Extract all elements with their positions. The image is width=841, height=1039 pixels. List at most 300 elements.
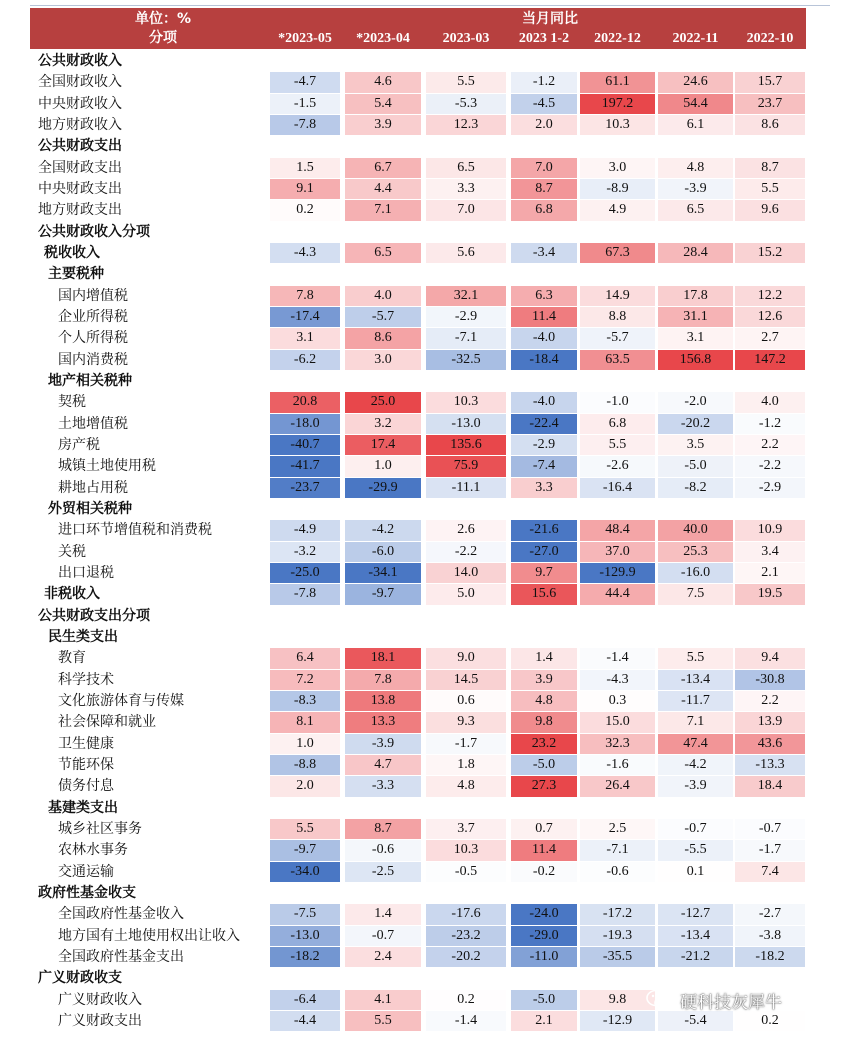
value-cell: -11.0 bbox=[511, 947, 577, 967]
value-cell: 3.3 bbox=[511, 478, 577, 498]
value-cell: 32.1 bbox=[426, 286, 506, 306]
value-cell: -21.2 bbox=[658, 947, 733, 967]
row-label: 基建类支出 bbox=[48, 799, 118, 816]
value-cell: -1.0 bbox=[580, 392, 655, 412]
value-cell: -29.0 bbox=[511, 926, 577, 946]
value-cell: -2.0 bbox=[658, 392, 733, 412]
value-cell: 31.1 bbox=[658, 307, 733, 327]
value-cell: 17.8 bbox=[658, 286, 733, 306]
row-label: 进口环节增值税和消费税 bbox=[58, 522, 212, 539]
table-row bbox=[0, 242, 841, 263]
value-cell: 197.2 bbox=[580, 94, 655, 114]
value-cell: -3.4 bbox=[511, 243, 577, 263]
table-row bbox=[0, 605, 841, 626]
value-cell: 48.4 bbox=[580, 520, 655, 540]
value-cell: 7.8 bbox=[270, 286, 340, 306]
value-cell: -0.7 bbox=[735, 819, 805, 839]
value-cell: 7.8 bbox=[345, 670, 421, 690]
value-cell: 9.6 bbox=[735, 200, 805, 220]
value-cell: 28.4 bbox=[658, 243, 733, 263]
watermark-text: 硬科技灰犀牛 bbox=[680, 993, 782, 1013]
value-cell: 27.3 bbox=[511, 776, 577, 796]
value-cell: -5.0 bbox=[511, 755, 577, 775]
value-cell: 7.4 bbox=[735, 862, 805, 882]
value-cell: 15.0 bbox=[580, 712, 655, 732]
row-label: 科学技术 bbox=[58, 671, 114, 688]
value-cell: -2.2 bbox=[735, 456, 805, 476]
value-cell: 5.6 bbox=[426, 243, 506, 263]
column-header: 2023 1-2 bbox=[518, 31, 570, 46]
table-row bbox=[0, 370, 841, 391]
table-row bbox=[0, 263, 841, 284]
row-label: 出口退税 bbox=[58, 564, 114, 581]
value-cell: -12.7 bbox=[658, 904, 733, 924]
value-cell: 26.4 bbox=[580, 776, 655, 796]
row-label: 非税收入 bbox=[44, 586, 100, 603]
row-label: 广义财政收入 bbox=[58, 991, 142, 1008]
row-label: 城镇土地使用税 bbox=[58, 458, 156, 475]
value-cell: -11.7 bbox=[658, 691, 733, 711]
table-row bbox=[0, 93, 841, 114]
value-cell: 23.2 bbox=[511, 734, 577, 754]
value-cell: 3.0 bbox=[345, 350, 421, 370]
value-cell: -3.2 bbox=[270, 542, 340, 562]
value-cell: 9.3 bbox=[426, 712, 506, 732]
table-row bbox=[0, 669, 841, 690]
value-cell: -1.4 bbox=[426, 1011, 506, 1031]
value-cell: -34.1 bbox=[345, 563, 421, 583]
table-row bbox=[0, 583, 841, 604]
table-header bbox=[30, 8, 806, 49]
value-cell: 5.5 bbox=[658, 648, 733, 668]
table-row bbox=[0, 391, 841, 412]
table-row bbox=[0, 775, 841, 796]
table-row bbox=[0, 562, 841, 583]
value-cell: -29.9 bbox=[345, 478, 421, 498]
top-divider bbox=[30, 5, 830, 6]
value-cell: -2.9 bbox=[735, 478, 805, 498]
value-cell: 67.3 bbox=[580, 243, 655, 263]
value-cell: -0.6 bbox=[580, 862, 655, 882]
table-row bbox=[0, 818, 841, 839]
value-cell: -21.6 bbox=[511, 520, 577, 540]
row-label: 政府性基金收支 bbox=[38, 884, 136, 901]
value-cell: 54.4 bbox=[658, 94, 733, 114]
row-label: 地方财政收入 bbox=[38, 116, 122, 133]
row-label: 关税 bbox=[58, 543, 86, 560]
value-cell: 6.5 bbox=[426, 158, 506, 178]
value-cell: 5.0 bbox=[426, 584, 506, 604]
table-row bbox=[0, 199, 841, 220]
value-cell: -4.3 bbox=[580, 670, 655, 690]
row-label: 地产相关税种 bbox=[48, 372, 132, 389]
value-cell: 10.9 bbox=[735, 520, 805, 540]
value-cell: 11.4 bbox=[511, 307, 577, 327]
value-cell: 8.1 bbox=[270, 712, 340, 732]
value-cell: 0.6 bbox=[426, 691, 506, 711]
column-header: 2022-12 bbox=[594, 31, 641, 46]
value-cell: 14.0 bbox=[426, 563, 506, 583]
unit-label: 单位：% bbox=[134, 11, 192, 27]
value-cell: -5.7 bbox=[580, 328, 655, 348]
table-row bbox=[0, 626, 841, 647]
value-cell: 2.4 bbox=[345, 947, 421, 967]
value-cell: 15.6 bbox=[511, 584, 577, 604]
value-cell: 4.9 bbox=[580, 200, 655, 220]
value-cell: 2.7 bbox=[735, 328, 805, 348]
value-cell: 4.0 bbox=[345, 286, 421, 306]
value-cell: -3.9 bbox=[658, 179, 733, 199]
value-cell: 9.1 bbox=[270, 179, 340, 199]
value-cell: 3.3 bbox=[426, 179, 506, 199]
value-cell: 1.5 bbox=[270, 158, 340, 178]
value-cell: -8.3 bbox=[270, 691, 340, 711]
row-label: 税收收入 bbox=[44, 244, 100, 261]
value-cell: 6.5 bbox=[345, 243, 421, 263]
value-cell: -8.2 bbox=[658, 478, 733, 498]
value-cell: -4.0 bbox=[511, 392, 577, 412]
value-cell: 4.6 bbox=[345, 72, 421, 92]
value-cell: -23.2 bbox=[426, 926, 506, 946]
value-cell: -5.3 bbox=[426, 94, 506, 114]
value-cell: -13.4 bbox=[658, 926, 733, 946]
value-cell: -4.0 bbox=[511, 328, 577, 348]
table-row bbox=[0, 797, 841, 818]
table-row bbox=[0, 839, 841, 860]
value-cell: -2.7 bbox=[735, 904, 805, 924]
value-cell: 75.9 bbox=[426, 456, 506, 476]
value-cell: -0.7 bbox=[345, 926, 421, 946]
value-cell: 2.0 bbox=[511, 115, 577, 135]
value-cell: -7.4 bbox=[511, 456, 577, 476]
value-cell: 37.0 bbox=[580, 542, 655, 562]
value-cell: -11.1 bbox=[426, 478, 506, 498]
value-cell: -2.6 bbox=[580, 456, 655, 476]
value-cell: 9.7 bbox=[511, 563, 577, 583]
value-cell: -24.0 bbox=[511, 904, 577, 924]
value-cell: -17.6 bbox=[426, 904, 506, 924]
value-cell: 9.8 bbox=[511, 712, 577, 732]
table-row bbox=[0, 711, 841, 732]
value-cell: -16.0 bbox=[658, 563, 733, 583]
value-cell: 5.5 bbox=[580, 435, 655, 455]
value-cell: 0.2 bbox=[426, 990, 506, 1010]
value-cell: 7.2 bbox=[270, 670, 340, 690]
watermark bbox=[646, 986, 836, 1016]
value-cell: -4.3 bbox=[270, 243, 340, 263]
value-cell: 4.1 bbox=[345, 990, 421, 1010]
value-cell: -3.9 bbox=[658, 776, 733, 796]
table-row bbox=[0, 71, 841, 92]
value-cell: -3.3 bbox=[345, 776, 421, 796]
value-cell: -5.4 bbox=[658, 1011, 733, 1031]
row-label: 债务付息 bbox=[58, 778, 114, 795]
value-cell: 19.5 bbox=[735, 584, 805, 604]
value-cell: 3.9 bbox=[345, 115, 421, 135]
table-row bbox=[0, 434, 841, 455]
value-cell: -22.4 bbox=[511, 414, 577, 434]
row-label: 节能环保 bbox=[58, 756, 114, 773]
row-label: 地方国有土地使用权出让收入 bbox=[58, 927, 240, 944]
row-label: 企业所得税 bbox=[58, 308, 128, 325]
table-row bbox=[0, 925, 841, 946]
value-cell: -18.2 bbox=[270, 947, 340, 967]
value-cell: -17.4 bbox=[270, 307, 340, 327]
column-header: 2022-10 bbox=[746, 31, 794, 46]
value-cell: -3.9 bbox=[345, 734, 421, 754]
value-cell: -0.2 bbox=[511, 862, 577, 882]
row-label: 主要税种 bbox=[48, 266, 104, 283]
value-cell: 0.2 bbox=[735, 1011, 805, 1031]
value-cell: 11.4 bbox=[511, 840, 577, 860]
value-cell: 8.6 bbox=[345, 328, 421, 348]
value-cell: 15.7 bbox=[735, 72, 805, 92]
value-cell: 18.1 bbox=[345, 648, 421, 668]
value-cell: -7.5 bbox=[270, 904, 340, 924]
row-label: 地方财政支出 bbox=[38, 202, 122, 219]
row-label: 广义财政支出 bbox=[58, 1012, 142, 1029]
value-cell: -20.2 bbox=[658, 414, 733, 434]
value-cell: -6.2 bbox=[270, 350, 340, 370]
value-cell: -2.9 bbox=[426, 307, 506, 327]
value-cell: 3.1 bbox=[270, 328, 340, 348]
value-cell: 0.7 bbox=[511, 819, 577, 839]
value-cell: -0.7 bbox=[658, 819, 733, 839]
value-cell: -23.7 bbox=[270, 478, 340, 498]
value-cell: 20.8 bbox=[270, 392, 340, 412]
row-label: 民生类支出 bbox=[48, 628, 118, 645]
value-cell: -8.8 bbox=[270, 755, 340, 775]
value-cell: 1.0 bbox=[345, 456, 421, 476]
value-cell: -129.9 bbox=[580, 563, 655, 583]
row-label: 卫生健康 bbox=[58, 735, 114, 752]
value-cell: -1.6 bbox=[580, 755, 655, 775]
value-cell: 17.4 bbox=[345, 435, 421, 455]
row-label: 中央财政收入 bbox=[38, 95, 122, 112]
value-cell: -6.0 bbox=[345, 542, 421, 562]
value-cell: 1.0 bbox=[270, 734, 340, 754]
value-cell: -8.9 bbox=[580, 179, 655, 199]
value-cell: -1.7 bbox=[735, 840, 805, 860]
value-cell: 8.7 bbox=[345, 819, 421, 839]
value-cell: 63.5 bbox=[580, 350, 655, 370]
value-cell: 25.3 bbox=[658, 542, 733, 562]
row-label: 城乡社区事务 bbox=[58, 820, 142, 837]
value-cell: 13.9 bbox=[735, 712, 805, 732]
table-row bbox=[0, 157, 841, 178]
row-label: 全国财政支出 bbox=[38, 159, 122, 176]
value-cell: 4.7 bbox=[345, 755, 421, 775]
value-cell: -32.5 bbox=[426, 350, 506, 370]
value-cell: 156.8 bbox=[658, 350, 733, 370]
value-cell: 9.0 bbox=[426, 648, 506, 668]
value-cell: 2.2 bbox=[735, 435, 805, 455]
table-row bbox=[0, 327, 841, 348]
row-label: 广义财政收支 bbox=[38, 970, 122, 987]
value-cell: -20.2 bbox=[426, 947, 506, 967]
row-label: 全国政府性基金收入 bbox=[58, 906, 184, 923]
value-cell: 6.7 bbox=[345, 158, 421, 178]
row-label: 公共财政收入 bbox=[38, 53, 122, 69]
table-row bbox=[0, 455, 841, 476]
row-label: 公共财政收入分项 bbox=[38, 223, 150, 240]
value-cell: 2.6 bbox=[426, 520, 506, 540]
value-cell: -5.0 bbox=[658, 456, 733, 476]
table-row bbox=[0, 285, 841, 306]
value-cell: 8.6 bbox=[735, 115, 805, 135]
value-cell: -19.3 bbox=[580, 926, 655, 946]
value-cell: 3.5 bbox=[658, 435, 733, 455]
value-cell: -4.5 bbox=[511, 94, 577, 114]
row-label: 教育 bbox=[58, 650, 86, 667]
value-cell: 14.5 bbox=[426, 670, 506, 690]
value-cell: -2.2 bbox=[426, 542, 506, 562]
column-header: *2023-04 bbox=[356, 31, 410, 46]
table-row bbox=[0, 221, 841, 242]
value-cell: 2.0 bbox=[270, 776, 340, 796]
value-cell: 4.0 bbox=[735, 392, 805, 412]
value-cell: 32.3 bbox=[580, 734, 655, 754]
table-row bbox=[0, 178, 841, 199]
value-cell: 10.3 bbox=[426, 840, 506, 860]
value-cell: -12.9 bbox=[580, 1011, 655, 1031]
value-cell: -17.2 bbox=[580, 904, 655, 924]
value-cell: -2.9 bbox=[511, 435, 577, 455]
row-label: 社会保障和就业 bbox=[58, 714, 156, 731]
value-cell: 14.9 bbox=[580, 286, 655, 306]
value-cell: -18.4 bbox=[511, 350, 577, 370]
table-row bbox=[0, 413, 841, 434]
value-cell: 2.2 bbox=[735, 691, 805, 711]
value-cell: 6.4 bbox=[270, 648, 340, 668]
value-cell: 3.7 bbox=[426, 819, 506, 839]
value-cell: 6.8 bbox=[580, 414, 655, 434]
table-row bbox=[0, 114, 841, 135]
value-cell: -16.4 bbox=[580, 478, 655, 498]
value-cell: 24.6 bbox=[658, 72, 733, 92]
value-cell: 61.1 bbox=[580, 72, 655, 92]
value-cell: -0.6 bbox=[345, 840, 421, 860]
value-cell: -9.7 bbox=[270, 840, 340, 860]
value-cell: 0.1 bbox=[658, 862, 733, 882]
table-row bbox=[0, 135, 841, 156]
value-cell: 4.4 bbox=[345, 179, 421, 199]
value-cell: 1.4 bbox=[345, 904, 421, 924]
value-cell: -1.5 bbox=[270, 94, 340, 114]
value-cell: 2.1 bbox=[511, 1011, 577, 1031]
value-cell: 43.6 bbox=[735, 734, 805, 754]
table-row bbox=[0, 498, 841, 519]
value-cell: -3.8 bbox=[735, 926, 805, 946]
row-label: 外贸相关税种 bbox=[48, 500, 132, 517]
value-cell: 3.9 bbox=[511, 670, 577, 690]
table-row bbox=[0, 733, 841, 754]
value-cell: -27.0 bbox=[511, 542, 577, 562]
table-row bbox=[0, 882, 841, 903]
value-cell: -9.7 bbox=[345, 584, 421, 604]
value-cell: 4.8 bbox=[658, 158, 733, 178]
value-cell: -1.2 bbox=[735, 414, 805, 434]
table-row bbox=[0, 306, 841, 327]
value-cell: 13.3 bbox=[345, 712, 421, 732]
value-cell: -5.0 bbox=[511, 990, 577, 1010]
table-row bbox=[0, 50, 841, 71]
value-cell: 147.2 bbox=[735, 350, 805, 370]
row-label: 契税 bbox=[58, 394, 86, 411]
table-row bbox=[0, 541, 841, 562]
value-cell: -0.5 bbox=[426, 862, 506, 882]
table-row bbox=[0, 690, 841, 711]
value-cell: 0.2 bbox=[270, 200, 340, 220]
value-cell: -4.7 bbox=[270, 72, 340, 92]
value-cell: -34.0 bbox=[270, 862, 340, 882]
value-cell: 5.5 bbox=[426, 72, 506, 92]
value-cell: -1.4 bbox=[580, 648, 655, 668]
row-label: 国内消费税 bbox=[58, 351, 128, 368]
row-label: 房产税 bbox=[58, 436, 100, 453]
value-cell: 5.5 bbox=[735, 179, 805, 199]
row-label: 公共财政支出 bbox=[38, 138, 122, 155]
row-label: 耕地占用税 bbox=[58, 479, 128, 496]
row-label: 农林水事务 bbox=[58, 842, 128, 859]
row-label: 个人所得税 bbox=[58, 330, 128, 347]
value-cell: -41.7 bbox=[270, 456, 340, 476]
row-label: 土地增值税 bbox=[58, 415, 128, 432]
value-cell: 2.1 bbox=[735, 563, 805, 583]
table-row bbox=[0, 349, 841, 370]
row-label: 全国财政收入 bbox=[38, 74, 122, 91]
value-cell: 7.5 bbox=[658, 584, 733, 604]
value-cell: 12.6 bbox=[735, 307, 805, 327]
value-cell: -4.4 bbox=[270, 1011, 340, 1031]
table-row bbox=[0, 903, 841, 924]
value-cell: 8.7 bbox=[735, 158, 805, 178]
value-cell: 5.5 bbox=[270, 819, 340, 839]
value-cell: -7.8 bbox=[270, 115, 340, 135]
wechat-icon bbox=[646, 989, 672, 1011]
value-cell: 9.8 bbox=[580, 990, 655, 1010]
value-cell: -5.7 bbox=[345, 307, 421, 327]
value-cell: -18.0 bbox=[270, 414, 340, 434]
value-cell: 7.0 bbox=[511, 158, 577, 178]
value-cell: 5.4 bbox=[345, 94, 421, 114]
row-label: 中央财政支出 bbox=[38, 180, 122, 197]
row-label: 交通运输 bbox=[58, 863, 114, 880]
table-row bbox=[0, 754, 841, 775]
value-cell: 40.0 bbox=[658, 520, 733, 540]
value-cell: 6.8 bbox=[511, 200, 577, 220]
value-cell: 9.4 bbox=[735, 648, 805, 668]
value-cell: 12.3 bbox=[426, 115, 506, 135]
value-cell: 23.7 bbox=[735, 94, 805, 114]
value-cell: 25.0 bbox=[345, 392, 421, 412]
value-cell: -4.2 bbox=[345, 520, 421, 540]
value-cell: -4.2 bbox=[658, 755, 733, 775]
value-cell: -7.8 bbox=[270, 584, 340, 604]
value-cell: -18.2 bbox=[735, 947, 805, 967]
value-cell: 3.4 bbox=[735, 542, 805, 562]
value-cell: 8.8 bbox=[580, 307, 655, 327]
value-cell: -40.7 bbox=[270, 435, 340, 455]
value-cell: 4.8 bbox=[426, 776, 506, 796]
value-cell: 1.8 bbox=[426, 755, 506, 775]
value-cell: 4.8 bbox=[511, 691, 577, 711]
value-cell: 1.4 bbox=[511, 648, 577, 668]
value-cell: -35.5 bbox=[580, 947, 655, 967]
value-cell: 6.5 bbox=[658, 200, 733, 220]
value-cell: 6.3 bbox=[511, 286, 577, 306]
value-cell: -13.0 bbox=[426, 414, 506, 434]
